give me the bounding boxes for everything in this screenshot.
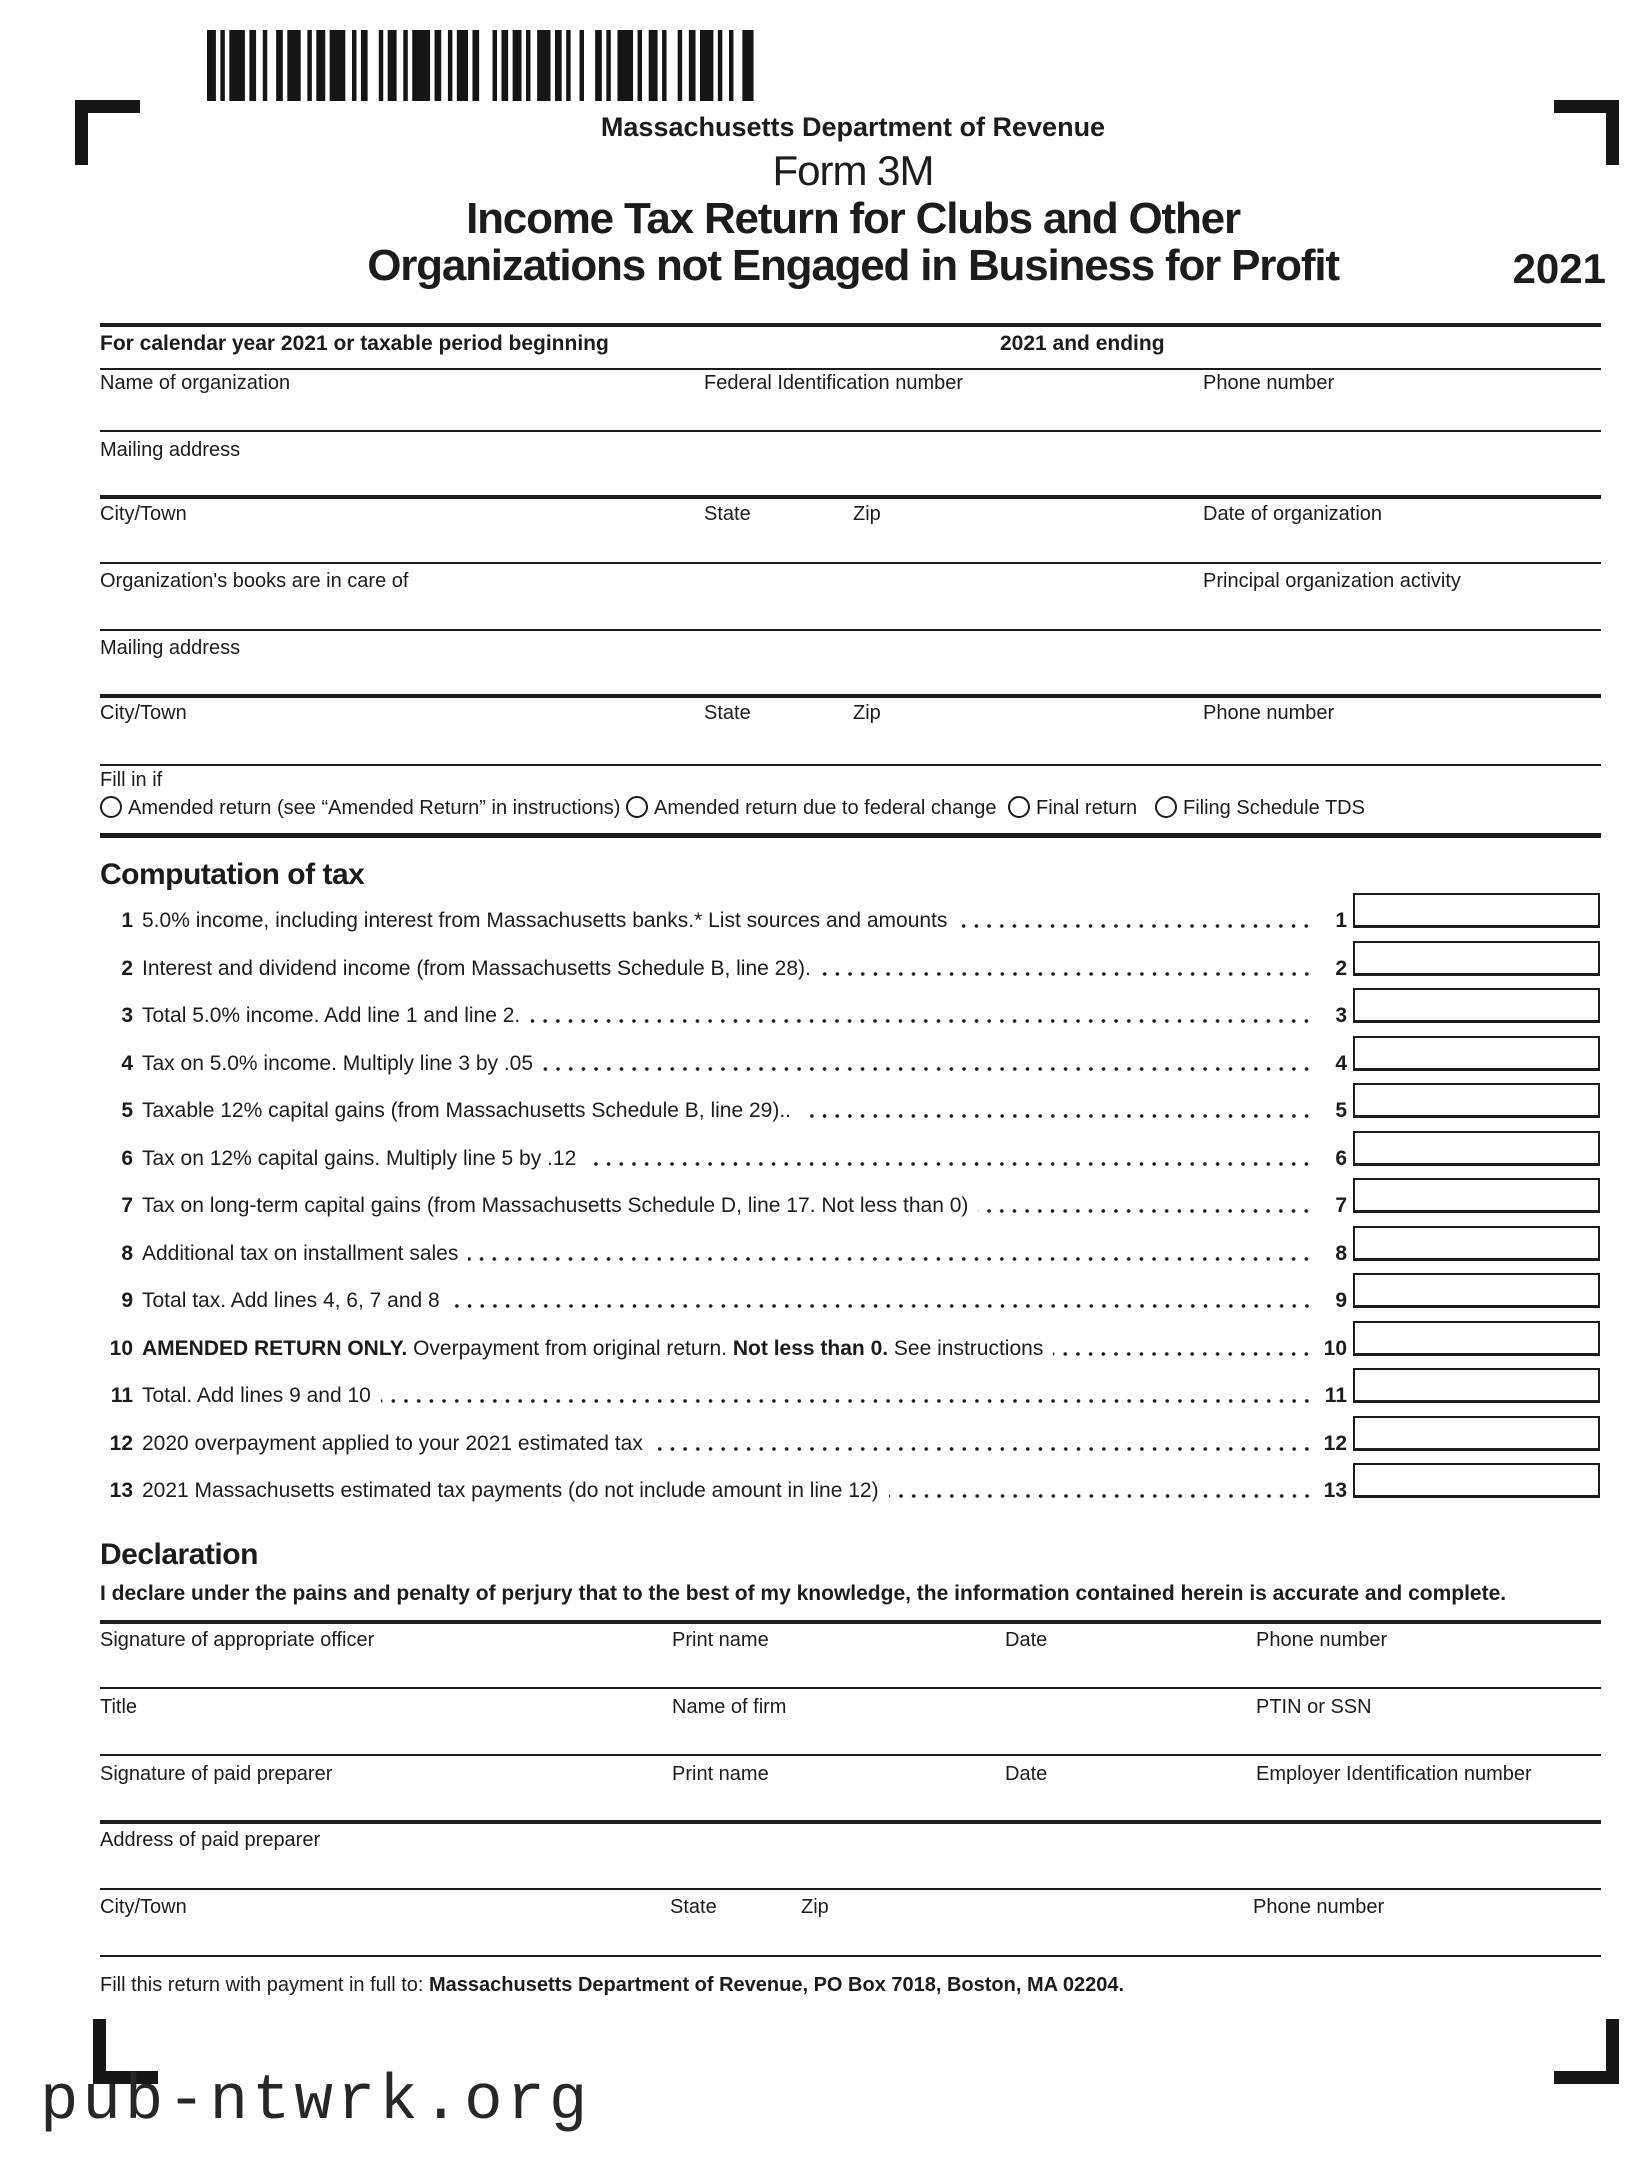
dotted-leader	[586, 1160, 1313, 1168]
rule	[100, 629, 1601, 631]
label-title: Title	[100, 1696, 138, 1718]
amount-box-line-9[interactable]	[1353, 1273, 1600, 1308]
label-phone-number: Phone number	[1203, 372, 1335, 394]
rule	[100, 764, 1601, 766]
agency-title: Massachusetts Department of Revenue	[600, 112, 1106, 142]
computation-row-13	[100, 1478, 1347, 1504]
line-number-right: 11	[1324, 1384, 1347, 1407]
label-signature-officer: Signature of appropriate officer	[100, 1629, 375, 1651]
line-number: 1	[121, 909, 133, 932]
dotted-leader	[450, 1302, 1313, 1310]
line-number: 5	[121, 1099, 133, 1122]
dotted-leader	[653, 1445, 1313, 1453]
label-federal-id: Federal Identification number	[704, 372, 964, 394]
rule	[100, 1955, 1601, 1957]
label-mailing-address: Mailing address	[100, 439, 241, 461]
dotted-leader	[957, 922, 1313, 930]
amount-box-line-12[interactable]	[1353, 1416, 1600, 1451]
label-preparer-print-name: Print name	[672, 1763, 769, 1785]
label-fill-in-if: Fill in if	[100, 769, 163, 791]
rule	[100, 833, 1601, 838]
amount-box-line-5[interactable]	[1353, 1083, 1600, 1118]
line-number: 2	[121, 956, 133, 980]
line-text: AMENDED RETURN ONLY. Overpayment from original return. Not less than 0. See instructions	[142, 1336, 1044, 1360]
dotted-leader	[889, 1492, 1313, 1500]
line-number: 9	[121, 1289, 133, 1312]
label-final-return: Final return	[1036, 797, 1138, 819]
label-mailing-address-2: Mailing address	[100, 637, 241, 659]
dotted-leader	[821, 970, 1313, 978]
label-address-preparer: Address of paid preparer	[100, 1829, 321, 1851]
line-text: Total 5.0% income. Add line 1 and line 2.	[142, 1004, 521, 1027]
form-title-line1: Income Tax Return for Clubs and Other	[466, 194, 1240, 243]
radio-amended-federal-change[interactable]	[626, 796, 648, 818]
amount-box-line-1[interactable]	[1353, 893, 1600, 928]
amount-box-line-6[interactable]	[1353, 1131, 1600, 1166]
line-text: Tax on long-term capital gains (from Massachusetts Schedule D, line 17. Not less than 0)	[142, 1194, 969, 1217]
label-filing-schedule-tds: Filing Schedule TDS	[1183, 797, 1365, 819]
label-state: State	[704, 503, 751, 525]
line-number: 11	[110, 1384, 133, 1407]
label-date: Date	[1005, 1629, 1048, 1651]
amount-box-line-13[interactable]	[1353, 1463, 1600, 1498]
rule	[100, 495, 1601, 499]
label-zip-2: Zip	[853, 702, 881, 724]
rule	[100, 1687, 1601, 1689]
line-number: 7	[121, 1194, 133, 1217]
line-number: 13	[109, 1479, 133, 1502]
label-preparer-date: Date	[1005, 1763, 1048, 1785]
line-number-right: 3	[1335, 1004, 1347, 1027]
label-amended-federal-change: Amended return due to federal change	[654, 797, 997, 819]
label-state-2: State	[704, 702, 751, 724]
dotted-leader	[530, 1017, 1313, 1025]
amount-box-line-4[interactable]	[1353, 1036, 1600, 1071]
label-city-town-2: City/Town	[100, 702, 187, 724]
computation-row-2	[100, 956, 1347, 982]
declaration-statement: I declare under the pains and penalty of perjury that to the best of my knowledge, the information contained herein is accurate and complete.	[100, 1582, 1507, 1605]
label-name-of-organization: Name of organization	[100, 372, 291, 394]
label-phone-number-3: Phone number	[1253, 1896, 1385, 1918]
label-principal-activity: Principal organization activity	[1203, 570, 1461, 592]
line-number-right: 10	[1323, 1336, 1347, 1360]
line-number-right: 12	[1323, 1431, 1347, 1455]
rule	[100, 694, 1601, 698]
dotted-leader	[1053, 1350, 1313, 1358]
computation-row-3	[100, 1003, 1347, 1029]
line-number-right: 5	[1335, 1099, 1347, 1122]
line-number-right: 4	[1335, 1051, 1347, 1075]
line-number: 8	[121, 1241, 133, 1265]
amount-box-line-10[interactable]	[1353, 1321, 1600, 1356]
dotted-leader	[978, 1207, 1313, 1215]
footer-address: Massachusetts Department of Revenue, PO Box 7018, Boston, MA 02204.	[429, 1974, 1125, 1996]
label-name-of-firm: Name of firm	[672, 1696, 787, 1718]
label-amended-return: Amended return (see “Amended Return” in instructions)	[128, 797, 621, 819]
dotted-leader	[543, 1065, 1313, 1073]
line-number-right: 13	[1323, 1479, 1347, 1502]
label-date-of-organization: Date of organization	[1203, 503, 1383, 525]
rule	[100, 1620, 1601, 1624]
label-ein: Employer Identification number	[1256, 1763, 1532, 1785]
rule	[100, 562, 1601, 564]
footer-instruction	[100, 1974, 1124, 1997]
amount-box-line-2[interactable]	[1353, 941, 1600, 976]
line-number: 3	[121, 1004, 133, 1027]
line-number: 4	[121, 1051, 133, 1075]
label-state-3: State	[670, 1896, 717, 1918]
rule	[100, 1888, 1601, 1890]
line-text: Tax on 5.0% income. Multiply line 3 by .05	[142, 1051, 534, 1075]
label-city-town: City/Town	[100, 503, 187, 525]
label-zip: Zip	[853, 503, 881, 525]
label-officer-phone: Phone number	[1256, 1629, 1388, 1651]
label-print-name: Print name	[672, 1629, 769, 1651]
line-number-right: 1	[1335, 909, 1347, 932]
line-text: 2020 overpayment applied to your 2021 estimated tax	[142, 1431, 643, 1455]
label-phone-number-2: Phone number	[1203, 702, 1335, 724]
line-number-right: 9	[1335, 1289, 1347, 1312]
radio-amended-return[interactable]	[100, 796, 122, 818]
label-ptin-or-ssn: PTIN or SSN	[1256, 1696, 1372, 1718]
line-number-right: 7	[1335, 1194, 1347, 1217]
line-text: 5.0% income, including interest from Massachusetts banks.* List sources and amounts	[142, 909, 948, 932]
computation-heading: Computation of tax	[100, 858, 365, 891]
period-line-right: 2021 and ending	[1000, 332, 1165, 355]
rule	[100, 1820, 1601, 1824]
line-text: Total. Add lines 9 and 10	[142, 1384, 371, 1407]
label-zip-3: Zip	[801, 1896, 829, 1918]
computation-row-11	[100, 1383, 1347, 1409]
rule	[100, 430, 1601, 432]
rule	[100, 323, 1601, 327]
dotted-leader	[381, 1397, 1313, 1405]
computation-row-1	[100, 908, 1347, 934]
line-number-right: 6	[1335, 1146, 1347, 1170]
computation-row-5	[100, 1098, 1347, 1124]
line-text: Interest and dividend income (from Massachusetts Schedule B, line 28).	[142, 956, 811, 980]
computation-row-10	[100, 1336, 1347, 1362]
dotted-leader	[468, 1255, 1313, 1263]
line-number: 10	[109, 1336, 133, 1360]
line-text: 2021 Massachusetts estimated tax payments (do not include amount in line 12)	[142, 1479, 879, 1502]
amount-box-line-7[interactable]	[1353, 1178, 1600, 1213]
computation-row-8	[100, 1241, 1347, 1267]
amount-box-line-8[interactable]	[1353, 1226, 1600, 1261]
tax-year: 2021	[1512, 245, 1606, 292]
watermark: pub-ntwrk.org	[40, 2066, 592, 2138]
form-title-line2: Organizations not Engaged in Business for Profit	[367, 241, 1339, 290]
label-signature-preparer: Signature of paid preparer	[100, 1763, 333, 1785]
computation-row-12	[100, 1431, 1347, 1457]
rule	[100, 368, 1601, 370]
line-number: 6	[121, 1146, 133, 1170]
form-number-title: Form 3M	[772, 147, 934, 194]
line-number-right: 2	[1335, 956, 1347, 980]
line-text: Tax on 12% capital gains. Multiply line 5 by .12	[142, 1146, 577, 1170]
corner-mark-bottom-right	[1554, 2019, 1619, 2084]
line-number-right: 8	[1335, 1241, 1347, 1265]
computation-row-6	[100, 1146, 1347, 1172]
line-text: Total tax. Add lines 4, 6, 7 and 8	[142, 1289, 440, 1312]
computation-row-7	[100, 1193, 1347, 1219]
computation-row-9	[100, 1288, 1347, 1314]
amount-box-line-11[interactable]	[1353, 1368, 1600, 1403]
footer-prefix: Fill this return with payment in full to:	[100, 1974, 430, 1996]
radio-filing-schedule-tds[interactable]	[1155, 796, 1177, 818]
barcode	[207, 30, 758, 101]
dotted-leader	[801, 1112, 1313, 1120]
amount-box-line-3[interactable]	[1353, 988, 1600, 1023]
computation-row-4	[100, 1051, 1347, 1077]
line-text: Taxable 12% capital gains (from Massachusetts Schedule B, line 29)..	[142, 1099, 792, 1122]
label-city-town-3: City/Town	[100, 1896, 187, 1918]
radio-final-return[interactable]	[1008, 796, 1030, 818]
declaration-heading: Declaration	[100, 1538, 258, 1571]
line-text: Additional tax on installment sales	[142, 1241, 459, 1265]
period-line-left: For calendar year 2021 or taxable period beginning	[100, 332, 609, 355]
rule	[100, 1754, 1601, 1756]
label-books-in-care-of: Organization's books are in care of	[100, 570, 409, 592]
line-number: 12	[109, 1431, 133, 1455]
